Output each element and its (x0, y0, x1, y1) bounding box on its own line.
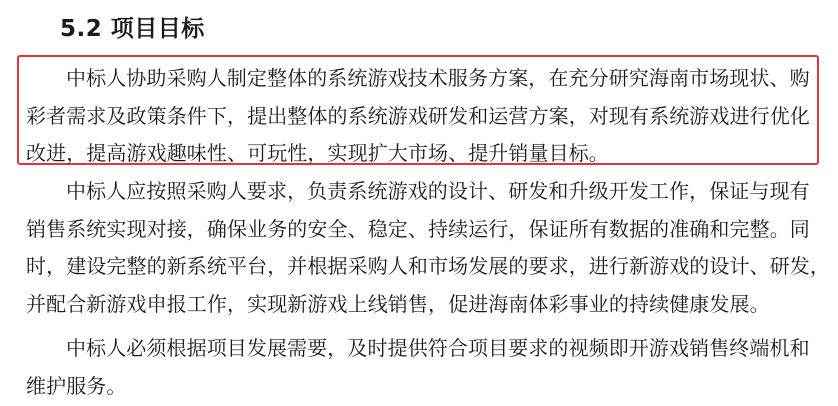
paragraph-line: 销售系统实现对接，确保业务的安全、稳定、持续运行，保证所有数据的准确和完整。同 (26, 212, 816, 250)
paragraph-line: 彩者需求及政策条件下，提出整体的系统游戏研发和运营方案，对现有系统游戏进行优化 (26, 99, 816, 137)
paragraph-line: 并配合新游戏申报工作，实现新游戏上线销售，促进海南体彩事业的持续健康发展。 (26, 287, 816, 325)
paragraph-line: 时，建设完整的新系统平台，并根据采购人和市场发展的要求，进行新游戏的设计、研发， (26, 249, 816, 287)
paragraph-line: 中标人协助采购人制定整体的系统游戏技术服务方案，在充分研究海南市场现状、购 (26, 61, 816, 99)
paragraph-line: 中标人必须根据项目发展需要，及时提供符合项目要求的视频即开游戏销售终端机和 (26, 331, 816, 369)
paragraph-line: 中标人应按照采购人要求，负责系统游戏的设计、研发和升级开发工作，保证与现有 (26, 174, 816, 212)
section-title: 5.2 项目目标 (60, 10, 205, 43)
paragraph-3 (26, 331, 816, 406)
paragraph-line: 改进，提高游戏趣味性、可玩性，实现扩大市场、提升销量目标。 (26, 136, 816, 174)
paragraph-2 (26, 174, 816, 324)
paragraph-line: 维护服务。 (26, 369, 816, 406)
paragraph-1-highlighted (26, 61, 816, 174)
